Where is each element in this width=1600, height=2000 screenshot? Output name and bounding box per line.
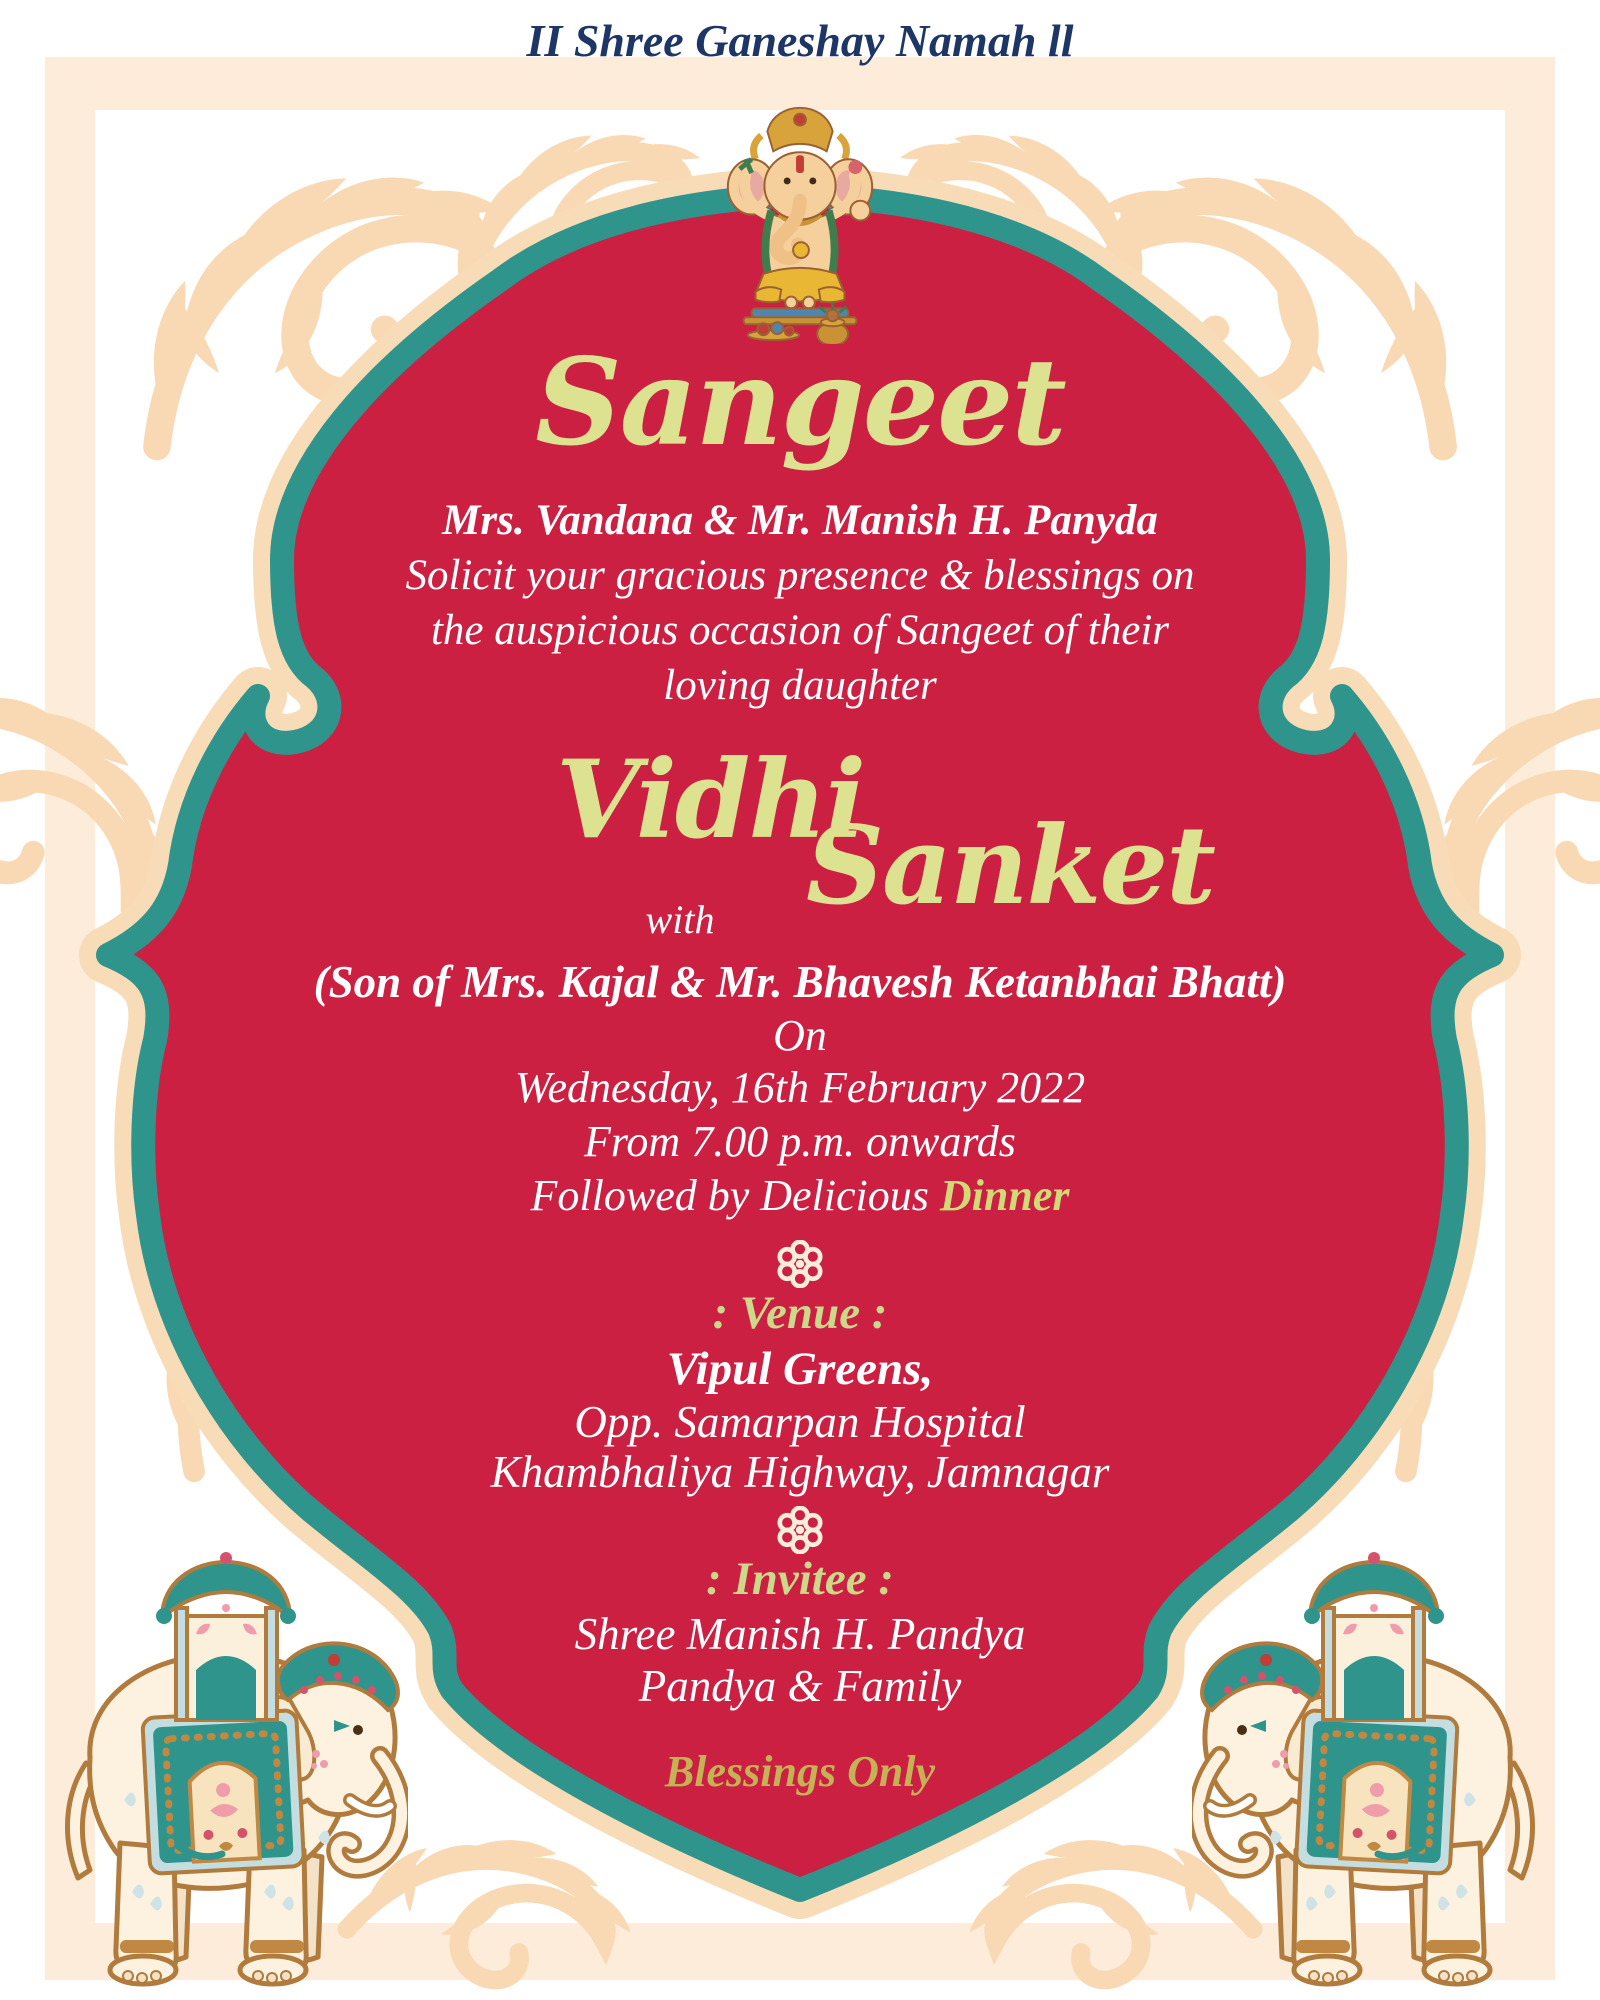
dinner-line [0, 1172, 1600, 1220]
groom-parents: (Son of Mrs. Kajal & Mr. Bhavesh Ketanbhai Bhatt) [313, 957, 1287, 1007]
host-line-2: the auspicious occasion of Sangeet of their [430, 607, 1170, 654]
invitee-family: Pandya & Family [638, 1661, 962, 1711]
schedule-on-label: On [773, 1011, 827, 1060]
decorated-elephant-icon [1192, 1548, 1572, 1993]
host-names: Mrs. Vandana & Mr. Manish H. Panyda [442, 497, 1158, 544]
venue-address-1: Opp. Samarpan Hospital [574, 1397, 1026, 1447]
dinner-highlight: Dinner [939, 1171, 1070, 1220]
flower-ornament-icon [776, 1240, 824, 1288]
host-line-3: loving daughter [663, 662, 937, 709]
invitee-name: Shree Manish H. Pandya [574, 1609, 1026, 1659]
event-time: From 7.00 p.m. onwards [584, 1117, 1016, 1166]
dinner-prefix: Followed by Delicious [530, 1171, 940, 1220]
invitee-heading: : Invitee : [706, 1553, 894, 1605]
ganesha-icon [716, 92, 884, 344]
blessings-note: Blessings Only [664, 1747, 936, 1796]
bride-name: Vidhi [556, 737, 864, 863]
invocation-text: II Shree Ganeshay Namah ll [526, 15, 1074, 66]
event-title: Sangeet [535, 332, 1065, 473]
host-line-1: Solicit your gracious presence & blessings on [405, 552, 1195, 599]
with-connector: with [645, 897, 715, 942]
event-date: Wednesday, 16th February 2022 [514, 1063, 1086, 1112]
venue-heading: : Venue : [712, 1287, 888, 1339]
groom-name: Sanket [806, 803, 1214, 929]
venue-name: Vipul Greens, [666, 1343, 934, 1395]
decorated-elephant-icon [28, 1548, 408, 1993]
venue-address-2: Khambhaliya Highway, Jamnagar [490, 1447, 1110, 1497]
flower-ornament-icon [776, 1506, 824, 1554]
